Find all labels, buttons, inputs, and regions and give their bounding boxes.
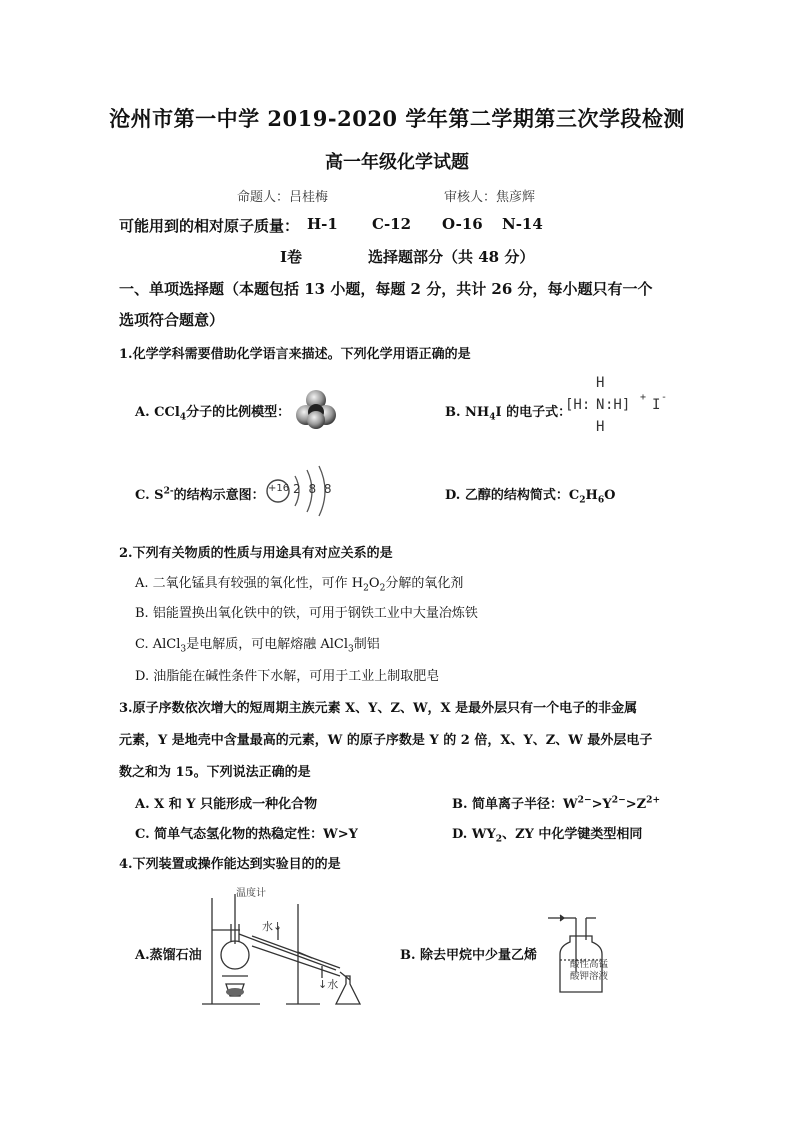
ccl4-model-figure [295, 388, 337, 430]
gas-washing-bottle-figure: 酸性高锰 酸钾溶液 [544, 910, 654, 996]
atomic-mass-n: N-14 [502, 215, 543, 233]
section-heading-line2: 选项符合题意） [119, 311, 225, 329]
exam-title: 沧州市第一中学 2019-2020 学年第二学期第三次学段检测 [109, 106, 685, 131]
q2-option-b: B. 铝能置换出氧化铁中的铁，可用于钢铁工业中大量冶炼铁 [135, 606, 478, 621]
q3-option-c: C. 简单气态氢化物的热稳定性：W>Y [135, 827, 358, 842]
author-label: 命题人：吕桂梅 [237, 190, 329, 205]
q4-option-b: B. 除去甲烷中少量乙烯 [400, 948, 538, 963]
q1-option-b: B. $NH_4I$ 的电子式： [445, 405, 572, 423]
distillation-apparatus-figure: 温度计 水↓ ↓水 [200, 884, 370, 1010]
part-name: Ⅰ卷 [280, 248, 303, 266]
q4-stem: 4.下列装置或操作能达到实验目的的是 [119, 857, 341, 872]
q3-option-d: D. $WY_2$、ZY 中化学键类型相同 [452, 827, 643, 845]
atomic-mass-o: O-16 [442, 215, 483, 233]
q2-stem: 2.下列有关物质的性质与用途具有对应关系的是 [119, 546, 393, 561]
reviewer-label: 审核人：焦彦辉 [444, 190, 536, 205]
atomic-mass-c: C-12 [372, 215, 412, 233]
q4-option-a: A.蒸馏石油 [135, 948, 202, 963]
q1-option-d: D. 乙醇的结构简式：$C_2H_6O$ [445, 488, 616, 506]
q3-option-b: B. 简单离子半径：$W^{2-}>Y^{2-}>Z^{2+}$ [452, 794, 661, 812]
section-heading-line1: 一、单项选择题（本题包括 13 小题，每题 2 分，共计 26 分，每小题只有一个 [119, 280, 653, 298]
atomic-mass-h: H-1 [307, 215, 338, 233]
q3-option-a: A. X 和 Y 只能形成一种化合物 [135, 797, 318, 812]
nh4i-electron-formula: H [H: N :H] + I - H [565, 375, 668, 435]
part-desc: 选择题部分（共 48 分） [368, 248, 535, 266]
exam-subtitle: 高一年级化学试题 [325, 152, 469, 173]
q1-option-a: A. CCl$_4$分子的比例模型： [135, 405, 291, 423]
q2-option-c: C. AlCl$_3$是电解质，可电解熔融 AlCl$_3$制铝 [135, 637, 380, 655]
q3-stem-line2: 元素，Y 是地壳中含量最高的元素，W 的原子序数是 Y 的 2 倍，X、Y、Z、W 最外层电子 [119, 733, 653, 748]
q2-option-a: A. 二氧化锰具有较强的氧化性，可作 $H_2O_2$分解的氧化剂 [135, 576, 464, 594]
atomic-mass-label: 可能用到的相对原子质量： [119, 217, 300, 235]
s2-structure-diagram: +16 2 8 8 [265, 462, 345, 520]
q3-stem-line3: 数之和为 15。下列说法正确的是 [119, 765, 311, 780]
q3-stem-line1: 3.原子序数依次增大的短周期主族元素 X、Y、Z、W，X 是最外层只有一个电子的非金属 [119, 701, 638, 716]
q1-option-c: C. $S^{2-}$的结构示意图： [135, 485, 265, 503]
q2-option-d: D. 油脂能在碱性条件下水解，可用于工业上制取肥皂 [135, 669, 440, 684]
q1-stem: 1.化学学科需要借助化学语言来描述。下列化学用语正确的是 [119, 347, 471, 362]
